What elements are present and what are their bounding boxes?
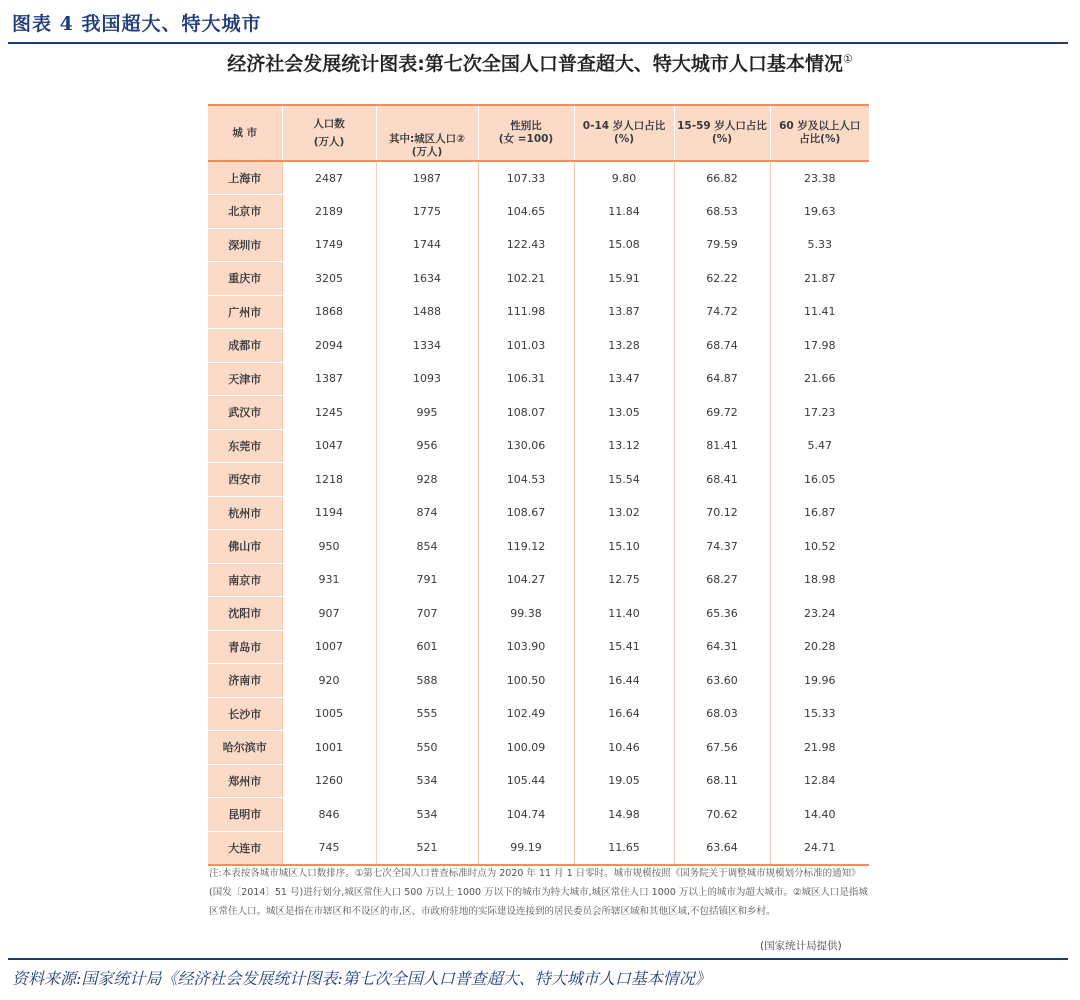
- cell-city: 深圳市: [208, 228, 282, 262]
- cell-urban-population: 1093: [376, 362, 478, 396]
- cell-sex-ratio: 105.44: [478, 764, 574, 798]
- cell-urban-population: 550: [376, 731, 478, 765]
- cell-age-0-14: 16.64: [574, 697, 674, 731]
- cell-urban-population: 534: [376, 798, 478, 832]
- cell-age-0-14: 13.87: [574, 295, 674, 329]
- cell-age-15-59: 74.72: [674, 295, 770, 329]
- top-divider: [8, 42, 1068, 44]
- table-row: [208, 429, 869, 463]
- bottom-divider: [8, 958, 1068, 960]
- table-row: [208, 697, 869, 731]
- cell-city: 东莞市: [208, 429, 282, 463]
- cell-population: 2094: [282, 329, 376, 363]
- cell-age-15-59: 64.31: [674, 630, 770, 664]
- table-row: [208, 563, 869, 597]
- cell-sex-ratio: 122.43: [478, 228, 574, 262]
- cell-age-0-14: 13.12: [574, 429, 674, 463]
- cell-age-60-plus: 17.23: [770, 396, 869, 430]
- cell-urban-population: 791: [376, 563, 478, 597]
- table-row: [208, 496, 869, 530]
- cell-age-15-59: 74.37: [674, 530, 770, 564]
- cell-age-60-plus: 5.47: [770, 429, 869, 463]
- cell-population: 1218: [282, 463, 376, 497]
- cell-city: 重庆市: [208, 262, 282, 296]
- cell-city: 杭州市: [208, 496, 282, 530]
- cell-sex-ratio: 108.67: [478, 496, 574, 530]
- table-row: [208, 161, 869, 195]
- cell-age-15-59: 62.22: [674, 262, 770, 296]
- cell-age-60-plus: 5.33: [770, 228, 869, 262]
- cell-age-0-14: 15.10: [574, 530, 674, 564]
- cell-urban-population: 534: [376, 764, 478, 798]
- cell-sex-ratio: 104.53: [478, 463, 574, 497]
- cell-age-15-59: 63.60: [674, 664, 770, 698]
- cell-urban-population: 1775: [376, 195, 478, 229]
- cell-sex-ratio: 104.74: [478, 798, 574, 832]
- table-row: [208, 630, 869, 664]
- chart-title-footnote-mark: ①: [842, 52, 853, 66]
- cell-age-60-plus: 24.71: [770, 831, 869, 865]
- cell-age-15-59: 68.03: [674, 697, 770, 731]
- cell-city: 武汉市: [208, 396, 282, 430]
- cell-age-60-plus: 21.66: [770, 362, 869, 396]
- cell-population: 950: [282, 530, 376, 564]
- cell-city: 济南市: [208, 664, 282, 698]
- table-row: [208, 597, 869, 631]
- table-row: [208, 329, 869, 363]
- cell-population: 920: [282, 664, 376, 698]
- cell-population: 1245: [282, 396, 376, 430]
- cell-age-0-14: 13.47: [574, 362, 674, 396]
- cell-city: 大连市: [208, 831, 282, 865]
- header-population: 人口数 (万人): [282, 105, 376, 161]
- cell-urban-population: 956: [376, 429, 478, 463]
- header-urban-population: 其中:城区人口② (万人): [376, 105, 478, 161]
- cell-age-15-59: 69.72: [674, 396, 770, 430]
- cell-age-15-59: 65.36: [674, 597, 770, 631]
- table-row: [208, 262, 869, 296]
- cell-sex-ratio: 108.07: [478, 396, 574, 430]
- cell-city: 北京市: [208, 195, 282, 229]
- cell-population: 2487: [282, 161, 376, 195]
- cell-sex-ratio: 106.31: [478, 362, 574, 396]
- cell-age-60-plus: 16.87: [770, 496, 869, 530]
- cell-age-60-plus: 23.24: [770, 597, 869, 631]
- cell-age-60-plus: 10.52: [770, 530, 869, 564]
- cell-population: 1001: [282, 731, 376, 765]
- cell-city: 长沙市: [208, 697, 282, 731]
- cell-population: 931: [282, 563, 376, 597]
- cell-age-60-plus: 19.96: [770, 664, 869, 698]
- table-row: [208, 195, 869, 229]
- cell-urban-population: 995: [376, 396, 478, 430]
- cell-age-15-59: 79.59: [674, 228, 770, 262]
- table-row: [208, 396, 869, 430]
- cell-city: 成都市: [208, 329, 282, 363]
- cell-population: 1868: [282, 295, 376, 329]
- cell-population: 1005: [282, 697, 376, 731]
- chart-title-text: 经济社会发展统计图表:第七次全国人口普查超大、特大城市人口基本情况: [227, 53, 843, 75]
- cell-urban-population: 1488: [376, 295, 478, 329]
- cell-age-0-14: 15.08: [574, 228, 674, 262]
- cell-population: 907: [282, 597, 376, 631]
- cell-urban-population: 1334: [376, 329, 478, 363]
- cell-age-15-59: 70.62: [674, 798, 770, 832]
- table-header: [208, 105, 869, 161]
- cell-sex-ratio: 111.98: [478, 295, 574, 329]
- cell-city: 广州市: [208, 295, 282, 329]
- table-row: [208, 764, 869, 798]
- cell-city: 昆明市: [208, 798, 282, 832]
- cell-age-60-plus: 20.28: [770, 630, 869, 664]
- cell-age-60-plus: 15.33: [770, 697, 869, 731]
- cell-age-0-14: 13.05: [574, 396, 674, 430]
- cell-population: 846: [282, 798, 376, 832]
- cell-age-0-14: 11.65: [574, 831, 674, 865]
- cell-urban-population: 854: [376, 530, 478, 564]
- cell-city: 南京市: [208, 563, 282, 597]
- table-row: [208, 798, 869, 832]
- cell-age-0-14: 11.84: [574, 195, 674, 229]
- cell-sex-ratio: 103.90: [478, 630, 574, 664]
- cell-city: 哈尔滨市: [208, 731, 282, 765]
- cell-age-60-plus: 11.41: [770, 295, 869, 329]
- cell-city: 佛山市: [208, 530, 282, 564]
- cell-age-15-59: 81.41: [674, 429, 770, 463]
- cell-sex-ratio: 100.09: [478, 731, 574, 765]
- cell-age-15-59: 66.82: [674, 161, 770, 195]
- cell-age-15-59: 68.74: [674, 329, 770, 363]
- cell-age-0-14: 16.44: [574, 664, 674, 698]
- cell-population: 745: [282, 831, 376, 865]
- population-table: [208, 104, 869, 866]
- cell-city: 郑州市: [208, 764, 282, 798]
- cell-sex-ratio: 104.27: [478, 563, 574, 597]
- table-row: [208, 831, 869, 865]
- cell-sex-ratio: 99.38: [478, 597, 574, 631]
- table-note: 注:本表按各城市城区人口数排序。①第七次全国人口普查标准时点为 2020 年 11 月 1 日零时。城市规模按照《国务院关于调整城市规模划分标准的通知》(国发〔2014〕51 号)进行划分,城区常住人口 500 万以上 1000 万以下的城市为特大城市,城区常住人口 1000 万以上的城市为超大城市。②城区人口是指城区常住人口。城区是指在市辖区和不设区的市,区、市政府驻地的实际建设连接到的居民委员会所辖区域和其他区域,不包括镇区和乡村。: [209, 868, 868, 917]
- cell-city: 上海市: [208, 161, 282, 195]
- cell-age-0-14: 15.41: [574, 630, 674, 664]
- header-city: 城 市: [208, 105, 282, 161]
- cell-sex-ratio: 130.06: [478, 429, 574, 463]
- cell-urban-population: 874: [376, 496, 478, 530]
- cell-city: 西安市: [208, 463, 282, 497]
- source-line: 资料来源:国家统计局《经济社会发展统计图表:第七次全国人口普查超大、特大城市人口基本情况》: [12, 969, 711, 988]
- table-row: [208, 463, 869, 497]
- cell-age-0-14: 15.54: [574, 463, 674, 497]
- cell-urban-population: 707: [376, 597, 478, 631]
- cell-population: 1007: [282, 630, 376, 664]
- cell-age-60-plus: 18.98: [770, 563, 869, 597]
- table-row: [208, 362, 869, 396]
- cell-age-60-plus: 19.63: [770, 195, 869, 229]
- cell-age-0-14: 10.46: [574, 731, 674, 765]
- cell-urban-population: 1987: [376, 161, 478, 195]
- cell-age-15-59: 64.87: [674, 362, 770, 396]
- header-age-0-14: 0-14 岁人口占比 (%): [574, 105, 674, 161]
- cell-age-0-14: 9.80: [574, 161, 674, 195]
- cell-urban-population: 588: [376, 664, 478, 698]
- cell-population: 1047: [282, 429, 376, 463]
- cell-sex-ratio: 101.03: [478, 329, 574, 363]
- cell-sex-ratio: 119.12: [478, 530, 574, 564]
- cell-urban-population: 1634: [376, 262, 478, 296]
- header-age-15-59: 15-59 岁人口占比 (%): [674, 105, 770, 161]
- cell-urban-population: 928: [376, 463, 478, 497]
- cell-sex-ratio: 102.21: [478, 262, 574, 296]
- cell-population: 1194: [282, 496, 376, 530]
- cell-population: 2189: [282, 195, 376, 229]
- data-provider: (国家统计局提供): [760, 940, 842, 952]
- cell-urban-population: 1744: [376, 228, 478, 262]
- cell-urban-population: 521: [376, 831, 478, 865]
- cell-age-0-14: 19.05: [574, 764, 674, 798]
- table-row: [208, 228, 869, 262]
- cell-city: 天津市: [208, 362, 282, 396]
- cell-age-15-59: 68.27: [674, 563, 770, 597]
- cell-age-15-59: 68.41: [674, 463, 770, 497]
- figure-title: 图表 4 我国超大、特大城市: [12, 13, 262, 35]
- header-age-60-plus: 60 岁及以上人口 占比(%): [770, 105, 869, 161]
- cell-age-15-59: 67.56: [674, 731, 770, 765]
- header-row: [208, 105, 869, 161]
- cell-age-0-14: 12.75: [574, 563, 674, 597]
- cell-urban-population: 555: [376, 697, 478, 731]
- cell-age-0-14: 13.02: [574, 496, 674, 530]
- cell-city: 沈阳市: [208, 597, 282, 631]
- cell-age-0-14: 14.98: [574, 798, 674, 832]
- cell-age-60-plus: 16.05: [770, 463, 869, 497]
- cell-age-60-plus: 23.38: [770, 161, 869, 195]
- cell-sex-ratio: 102.49: [478, 697, 574, 731]
- cell-sex-ratio: 104.65: [478, 195, 574, 229]
- cell-age-60-plus: 17.98: [770, 329, 869, 363]
- table-row: [208, 295, 869, 329]
- cell-population: 1260: [282, 764, 376, 798]
- cell-city: 青岛市: [208, 630, 282, 664]
- table-row: [208, 664, 869, 698]
- cell-age-15-59: 63.64: [674, 831, 770, 865]
- cell-age-0-14: 15.91: [574, 262, 674, 296]
- cell-age-0-14: 13.28: [574, 329, 674, 363]
- cell-age-60-plus: 14.40: [770, 798, 869, 832]
- cell-age-60-plus: 21.87: [770, 262, 869, 296]
- cell-age-0-14: 11.40: [574, 597, 674, 631]
- cell-sex-ratio: 99.19: [478, 831, 574, 865]
- cell-population: 3205: [282, 262, 376, 296]
- cell-age-60-plus: 21.98: [770, 731, 869, 765]
- table-row: [208, 731, 869, 765]
- cell-population: 1749: [282, 228, 376, 262]
- cell-age-15-59: 68.11: [674, 764, 770, 798]
- cell-age-15-59: 70.12: [674, 496, 770, 530]
- table-body: [208, 161, 869, 865]
- cell-urban-population: 601: [376, 630, 478, 664]
- cell-age-15-59: 68.53: [674, 195, 770, 229]
- cell-sex-ratio: 107.33: [478, 161, 574, 195]
- table-row: [208, 530, 869, 564]
- header-sex-ratio: 性别比 (女 =100): [478, 105, 574, 161]
- chart-title: [0, 49, 1080, 76]
- cell-sex-ratio: 100.50: [478, 664, 574, 698]
- cell-population: 1387: [282, 362, 376, 396]
- cell-age-60-plus: 12.84: [770, 764, 869, 798]
